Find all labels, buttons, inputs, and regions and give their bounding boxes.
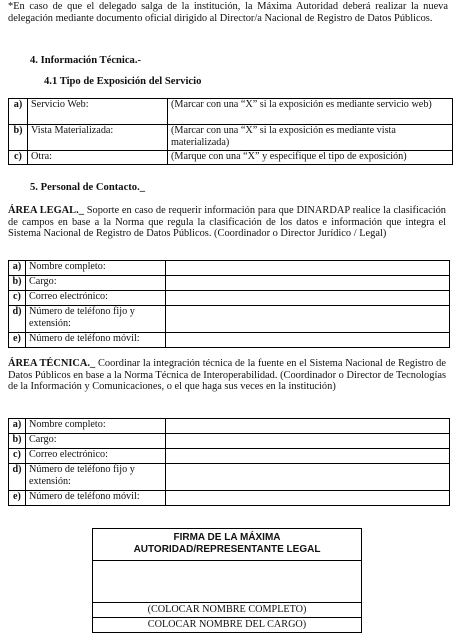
landline-field[interactable]	[166, 464, 450, 491]
table-row	[9, 464, 450, 491]
table-row	[9, 291, 450, 306]
row-label: Número de teléfono móvil:	[26, 491, 166, 506]
row-label: Correo electrónico:	[26, 449, 166, 464]
row-key: c)	[9, 449, 26, 464]
row-label: Número de teléfono fijo y extensión:	[26, 464, 166, 491]
signature-title	[93, 529, 361, 561]
mobile-field[interactable]	[166, 491, 450, 506]
area-tecnica-paragraph	[8, 358, 446, 393]
row-label: Vista Materializada:	[28, 125, 168, 151]
table-row	[9, 491, 450, 506]
row-label: Correo electrónico:	[26, 291, 166, 306]
section-4-1-heading: 4.1 Tipo de Exposición del Servicio	[44, 76, 202, 87]
landline-field[interactable]	[166, 306, 450, 333]
row-key: c)	[9, 151, 28, 165]
technical-contact-table	[8, 418, 450, 506]
row-key: b)	[9, 276, 26, 291]
row-description[interactable]: (Marque con una “X” y especifique el tipo de exposición)	[168, 151, 453, 165]
table-row	[9, 434, 450, 449]
exposure-type-table	[8, 98, 453, 165]
row-key: b)	[9, 125, 28, 151]
table-row	[9, 261, 450, 276]
area-tecnica-text: Coordinar la integración técnica de la fuente en el Sistema Nacional de Registro de Datos Públicos en base a la Norma Técnica de Interoperabilidad. (Coordinador o Director de Tecnologías de la Información y Comunicaciones, o el que haga sus veces en la institución)	[8, 358, 446, 393]
table-row	[9, 306, 450, 333]
table-row	[9, 125, 453, 151]
row-key: a)	[9, 99, 28, 125]
row-key: d)	[9, 464, 26, 491]
row-key: b)	[9, 434, 26, 449]
table-row	[9, 449, 450, 464]
row-key: e)	[9, 333, 26, 348]
cargo-field[interactable]	[166, 276, 450, 291]
row-key: c)	[9, 291, 26, 306]
row-label: Número de teléfono fijo y extensión:	[26, 306, 166, 333]
delegation-note: *En caso de que el delegado salga de la institución, la Máxima Autoridad deberá realizar la nueva delegación mediante documento oficial dirigido al Director/a Nacional de Registro de Datos Públicos.	[8, 1, 448, 24]
signature-space[interactable]	[93, 561, 361, 603]
area-legal-text: Soporte en caso de requerir información para que DINARDAP realice la clasificación de campos en base a la Norma que regula la clasificación de los datos e información que integra el Sistema Nacional de Registro de Datos Públicos. (Coordinador o Director Jurídico / Legal)	[8, 205, 446, 240]
email-field[interactable]	[166, 449, 450, 464]
table-row	[9, 99, 453, 125]
row-key: d)	[9, 306, 26, 333]
area-legal-heading: ÁREA LEGAL._	[8, 205, 84, 216]
area-legal-paragraph	[8, 205, 446, 240]
name-field[interactable]	[166, 419, 450, 434]
signature-box	[92, 528, 362, 633]
row-description[interactable]: (Marcar con una “X” si la exposición es mediante vista materializada)	[168, 125, 453, 151]
row-label: Número de teléfono móvil:	[26, 333, 166, 348]
mobile-field[interactable]	[166, 333, 450, 348]
name-field[interactable]	[166, 261, 450, 276]
row-label: Cargo:	[26, 434, 166, 449]
section-4-heading: 4. Información Técnica.-	[30, 55, 142, 66]
signature-title-line-1: FIRMA DE LA MÁXIMA	[173, 532, 281, 543]
section-5-heading: 5. Personal de Contacto._	[30, 182, 146, 193]
email-field[interactable]	[166, 291, 450, 306]
signature-cargo-placeholder: COLOCAR NOMBRE DEL CARGO)	[93, 617, 361, 632]
row-label: Servicio Web:	[28, 99, 168, 125]
table-row	[9, 276, 450, 291]
signature-title-line-2: AUTORIDAD/REPRESENTANTE LEGAL	[133, 544, 321, 555]
signature-name-placeholder: (COLOCAR NOMBRE COMPLETO)	[147, 604, 307, 615]
row-label: Cargo:	[26, 276, 166, 291]
row-label: Nombre completo:	[26, 419, 166, 434]
table-row	[9, 333, 450, 348]
table-row	[9, 419, 450, 434]
table-row	[9, 151, 453, 165]
row-key: a)	[9, 419, 26, 434]
row-key: a)	[9, 261, 26, 276]
cargo-field[interactable]	[166, 434, 450, 449]
area-tecnica-heading: ÁREA TÉCNICA._	[8, 358, 96, 369]
legal-contact-table	[8, 260, 450, 348]
row-key: e)	[9, 491, 26, 506]
row-description[interactable]: (Marcar con una “X” si la exposición es mediante servicio web)	[168, 99, 453, 125]
row-label: Otra:	[28, 151, 168, 165]
row-label: Nombre completo:	[26, 261, 166, 276]
